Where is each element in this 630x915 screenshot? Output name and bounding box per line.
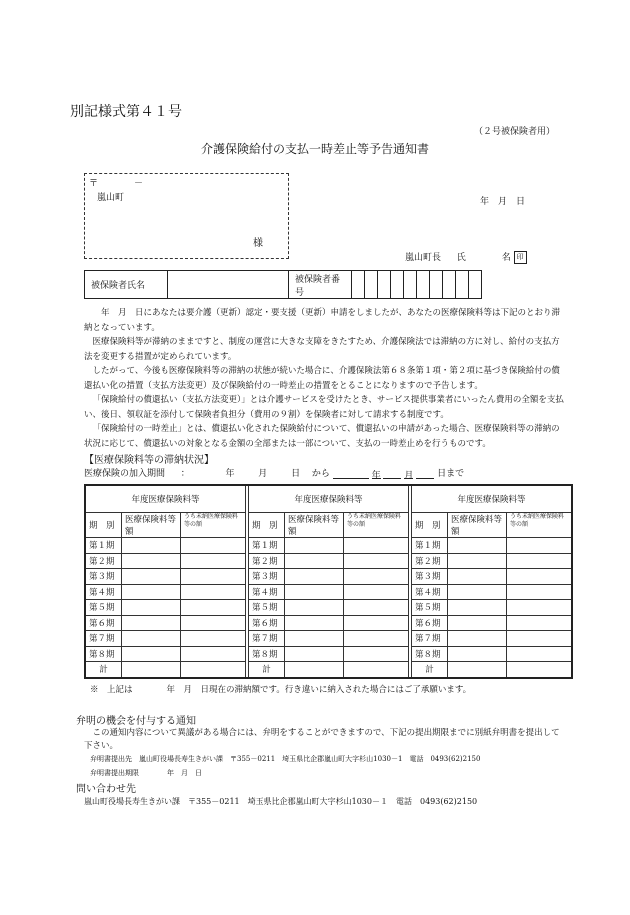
- amount-cell[interactable]: [448, 600, 507, 616]
- period-start-year: 年: [225, 469, 235, 479]
- unpaid-column-header: うち未納医療保険料等の額: [181, 513, 246, 538]
- opportunity-title: 弁明の機会を付与する通知: [76, 716, 196, 727]
- table-row: [85, 584, 572, 600]
- period-start-month: 月: [258, 469, 268, 479]
- unpaid-cell[interactable]: [181, 584, 246, 600]
- table-row: [85, 538, 572, 554]
- submission-deadline: 弁明書提出期限 年 月 日: [90, 769, 202, 777]
- table-row: [85, 553, 572, 569]
- period-cell: 第７期: [249, 631, 285, 647]
- amount-cell[interactable]: [285, 646, 344, 662]
- form-subtitle: （２号被保険者用）: [473, 127, 555, 137]
- fee-table-body: [85, 538, 572, 678]
- fiscal-year-header: 年度医療保険料等: [249, 485, 409, 513]
- period-cell: 第２期: [412, 553, 448, 569]
- fiscal-year-header: 年度医療保険料等: [85, 485, 246, 513]
- period-cell: 第４期: [412, 584, 448, 600]
- insured-name-field[interactable]: [168, 271, 289, 299]
- amount-cell[interactable]: [122, 584, 181, 600]
- unpaid-cell[interactable]: [181, 646, 246, 662]
- unpaid-cell[interactable]: [507, 538, 573, 554]
- period-cell: 第８期: [85, 646, 122, 662]
- submission-destination: 弁明書提出先 嵐山町役場長寿生きがい課 〒355－0211 埼玉県比企郡嵐山町大字杉山1030－1 電話 0493(62)2150: [90, 755, 481, 763]
- period-end-day: 日まで: [437, 469, 465, 479]
- period-from: から: [311, 469, 330, 479]
- arrears-table: [84, 484, 573, 679]
- amount-cell[interactable]: [122, 615, 181, 631]
- period-cell: 第７期: [412, 631, 448, 647]
- arrears-section-title: 【医療保険料等の滞納状況】: [84, 455, 214, 466]
- table-row: [85, 662, 572, 678]
- amount-cell[interactable]: [122, 553, 181, 569]
- amount-cell[interactable]: [285, 662, 344, 678]
- amount-cell[interactable]: [448, 584, 507, 600]
- amount-cell[interactable]: [448, 553, 507, 569]
- unpaid-cell[interactable]: [507, 646, 573, 662]
- insured-info-table: [84, 270, 482, 299]
- unpaid-cell[interactable]: [181, 538, 246, 554]
- amount-cell[interactable]: [448, 662, 507, 678]
- period-cell: 第２期: [249, 553, 285, 569]
- amount-cell[interactable]: [122, 538, 181, 554]
- unpaid-cell[interactable]: [344, 553, 409, 569]
- unpaid-column-header: うち未納医療保険料等の額: [507, 513, 573, 538]
- period-cell: 第１期: [85, 538, 122, 554]
- body-paragraph: 年 月 日にあなたは要介護（更新）認定・要支援（更新）申請をしましたが、あなたの医療保険料等は下記のとおり滞納となっています。: [84, 308, 561, 333]
- amount-cell[interactable]: [285, 631, 344, 647]
- unpaid-cell[interactable]: [344, 538, 409, 554]
- address-town: 嵐山町: [97, 193, 125, 203]
- unpaid-cell[interactable]: [507, 615, 573, 631]
- unpaid-cell[interactable]: [507, 600, 573, 616]
- amount-cell[interactable]: [285, 584, 344, 600]
- unpaid-cell[interactable]: [507, 569, 573, 585]
- arrears-note: ※ 上記は 年 月 日現在の滞納額です。行き違いに納入された場合にはご了承願います。: [90, 685, 472, 695]
- insured-number-digit[interactable]: [378, 271, 391, 299]
- insured-number-digit[interactable]: [404, 271, 417, 299]
- amount-cell[interactable]: [285, 615, 344, 631]
- mayor-title: 嵐山町長: [405, 253, 442, 263]
- unpaid-cell[interactable]: [344, 615, 409, 631]
- period-cell: 第６期: [85, 615, 122, 631]
- insured-number-digit[interactable]: [443, 271, 456, 299]
- notice-body: [84, 306, 564, 451]
- mayor-signature-line: [405, 250, 527, 264]
- table-row: [85, 600, 572, 616]
- period-cell: 第４期: [249, 584, 285, 600]
- body-paragraph: 「保険給付の一時差止」とは、償還払い化された保険給付について、償還払いの申請があった場合、医療保険料等の滞納の状況に応じて、償還払いの対象となる金額の全部または一部について、支払の一時差止めを行うものです。: [84, 424, 560, 449]
- amount-column-header: 医療保険料等額: [122, 513, 181, 538]
- insured-number-digit[interactable]: [456, 271, 469, 299]
- seal-icon: 印: [514, 251, 527, 264]
- unpaid-cell[interactable]: [344, 646, 409, 662]
- amount-cell[interactable]: [448, 646, 507, 662]
- period-start-day: 日: [291, 469, 301, 479]
- insured-number-digit[interactable]: [417, 271, 430, 299]
- unpaid-cell[interactable]: [507, 553, 573, 569]
- table-row: [85, 646, 572, 662]
- amount-cell[interactable]: [122, 631, 181, 647]
- period-cell: 第３期: [249, 569, 285, 585]
- issue-date: 年 月 日: [480, 197, 526, 207]
- form-number: 別記様式第４１号: [70, 104, 182, 120]
- period-column-header: 期 別: [249, 513, 285, 538]
- period-cell: 計: [249, 662, 285, 678]
- unpaid-cell[interactable]: [507, 662, 573, 678]
- amount-cell[interactable]: [448, 569, 507, 585]
- insured-number-digit[interactable]: [430, 271, 443, 299]
- amount-column-header: 医療保険料等額: [448, 513, 507, 538]
- period-cell: 第４期: [85, 584, 122, 600]
- amount-cell[interactable]: [285, 600, 344, 616]
- unpaid-cell[interactable]: [344, 662, 409, 678]
- period-cell: 第７期: [85, 631, 122, 647]
- table-row: [85, 631, 572, 647]
- unpaid-cell[interactable]: [181, 569, 246, 585]
- period-column-header: 期 別: [85, 513, 122, 538]
- amount-cell[interactable]: [285, 553, 344, 569]
- contact-title: 問い合わせ先: [76, 784, 136, 795]
- period-underline: [416, 468, 434, 479]
- period-cell: 計: [85, 662, 122, 678]
- unpaid-cell[interactable]: [181, 662, 246, 678]
- amount-cell[interactable]: [122, 569, 181, 585]
- period-cell: 第１期: [249, 538, 285, 554]
- opportunity-body: この通知内容について異議がある場合には、弁明をすることができますので、下記の提出期限までに別紙弁明書を提出して下さい。: [84, 728, 560, 751]
- unpaid-cell[interactable]: [344, 631, 409, 647]
- postal-code-label: 〒 －: [89, 179, 144, 189]
- period-cell: 第５期: [85, 600, 122, 616]
- body-paragraph: 医療保険料等が滞納のままですと、制度の運営に大きな支障をきたすため、介護保険法では滞納の方に対し、給付の支払方法を変更する措置が定められています。: [84, 337, 560, 362]
- period-cell: 第６期: [249, 615, 285, 631]
- period-cell: 第８期: [412, 646, 448, 662]
- unpaid-cell[interactable]: [181, 631, 246, 647]
- unpaid-cell[interactable]: [181, 600, 246, 616]
- fee-table-header-row: [85, 513, 572, 538]
- period-label: 医療保険の加入期間: [84, 469, 166, 479]
- period-cell: 第３期: [85, 569, 122, 585]
- address-box: [84, 173, 289, 259]
- unpaid-cell[interactable]: [181, 553, 246, 569]
- amount-cell[interactable]: [285, 569, 344, 585]
- body-paragraph: したがって、今後も医療保険料等の滞納の状態が続いた場合に、介護保険法第６８条第１項・第２項に基づき保険給付の償還払い化の措置（支払方法変更）及び保険給付の一時差止の措置をとることになりますので予告します。: [84, 366, 560, 391]
- period-cell: 第２期: [85, 553, 122, 569]
- insured-number-digit[interactable]: [469, 271, 482, 299]
- fiscal-year-header: 年度医療保険料等: [412, 485, 573, 513]
- period-underline: [333, 468, 369, 479]
- contact-info: 嵐山町役場長寿生きがい課 〒355－0211 埼玉県比企郡嵐山町大字杉山1030－１ 電話 0493(62)2150: [84, 797, 478, 806]
- amount-cell[interactable]: [285, 538, 344, 554]
- table-row: [85, 615, 572, 631]
- insured-number-digit[interactable]: [391, 271, 404, 299]
- period-column-header: 期 別: [412, 513, 448, 538]
- table-row: [85, 569, 572, 585]
- period-cell: 計: [412, 662, 448, 678]
- period-colon: ：: [180, 469, 190, 479]
- amount-cell[interactable]: [448, 538, 507, 554]
- insured-number-label: 被保険者番号: [289, 271, 352, 299]
- honorific-sama: 様: [253, 238, 263, 249]
- period-cell: 第６期: [412, 615, 448, 631]
- unpaid-cell[interactable]: [181, 615, 246, 631]
- period-cell: 第５期: [412, 600, 448, 616]
- period-cell: 第５期: [249, 600, 285, 616]
- unpaid-cell[interactable]: [507, 631, 573, 647]
- amount-cell[interactable]: [122, 646, 181, 662]
- unpaid-cell[interactable]: [507, 584, 573, 600]
- body-paragraph: 「保険給付の償還払い（支払方法変更）」とは介護サービスを受けたとき、サービス提供事業者にいったん費用の全額を支払い、後日、領収証を添付して保険者負担分（費用の９割）を保険者に対して請求する制度です。: [84, 395, 564, 420]
- period-end-year: 年: [372, 468, 381, 479]
- amount-cell[interactable]: [448, 631, 507, 647]
- unpaid-cell[interactable]: [344, 584, 409, 600]
- amount-cell[interactable]: [122, 662, 181, 678]
- unpaid-column-header: うち未納医療保険料等の額: [344, 513, 409, 538]
- unpaid-cell[interactable]: [344, 569, 409, 585]
- unpaid-cell[interactable]: [344, 600, 409, 616]
- amount-column-header: 医療保険料等額: [285, 513, 344, 538]
- period-cell: 第８期: [249, 646, 285, 662]
- enrollment-period: [84, 466, 464, 479]
- insured-number-digit[interactable]: [352, 271, 365, 299]
- document-title: 介護保険給付の支払一時差止等予告通知書: [200, 142, 429, 156]
- amount-cell[interactable]: [448, 615, 507, 631]
- opportunity-text: [84, 727, 564, 753]
- period-end-month: 月: [404, 468, 413, 479]
- insured-number-digit[interactable]: [365, 271, 378, 299]
- fee-table-year-row: [85, 485, 572, 513]
- period-cell: 第３期: [412, 569, 448, 585]
- amount-cell[interactable]: [122, 600, 181, 616]
- period-cell: 第１期: [412, 538, 448, 554]
- insured-name-label: 被保険者氏名: [85, 271, 168, 299]
- mayor-name-label: 氏 名: [456, 253, 511, 263]
- period-underline: [383, 468, 401, 479]
